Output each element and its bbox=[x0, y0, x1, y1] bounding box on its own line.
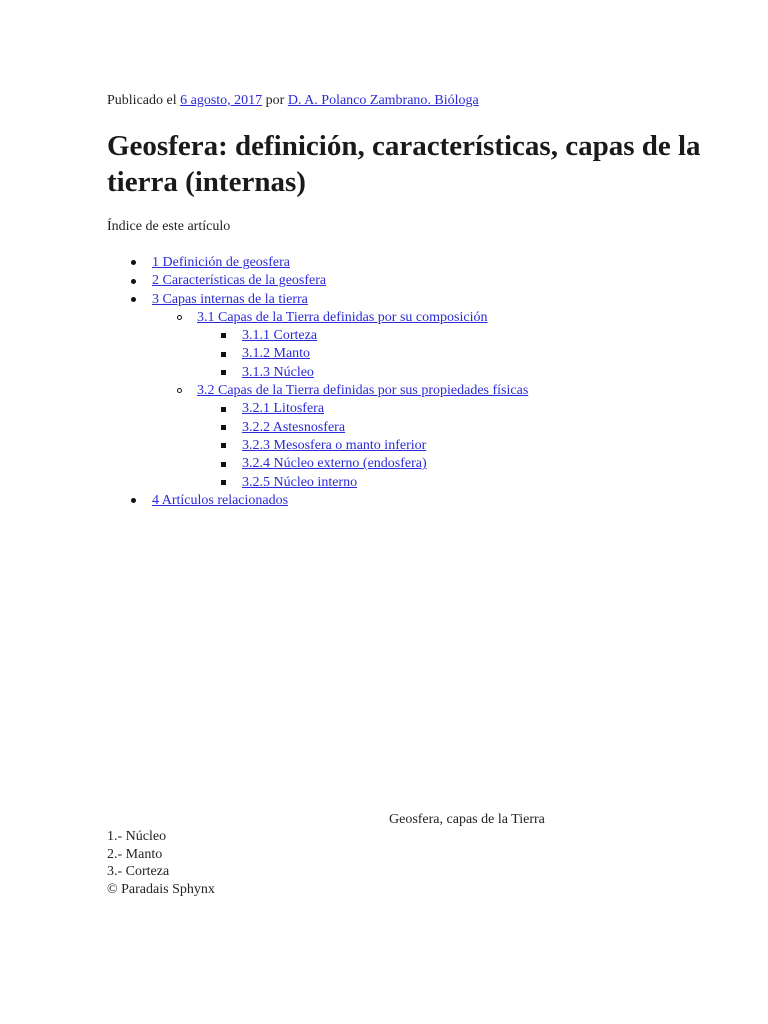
byline-prefix: Publicado el bbox=[107, 93, 177, 108]
image-credit: © Paradais Sphynx bbox=[107, 881, 215, 897]
toc-link-nucleo[interactable]: 3.1.3 Núcleo bbox=[242, 364, 314, 380]
square-bullet-icon bbox=[217, 437, 229, 455]
square-bullet-icon bbox=[217, 364, 229, 382]
toc-link-astesnosfera[interactable]: 3.2.2 Astesnosfera bbox=[242, 419, 346, 435]
table-of-contents bbox=[107, 254, 528, 510]
bullet-icon bbox=[127, 254, 139, 272]
toc-item bbox=[107, 254, 528, 272]
toc-subsubitem bbox=[197, 400, 528, 418]
toc-link-nucleo-externo[interactable]: 3.2.4 Núcleo externo (endosfera) bbox=[242, 456, 427, 472]
toc-subsubitem bbox=[197, 437, 528, 455]
toc-subsubitem bbox=[197, 345, 528, 363]
toc-link-composicion[interactable]: 3.1 Capas de la Tierra definidas por su composición bbox=[197, 309, 488, 325]
toc-link-nucleo-interno[interactable]: 3.2.5 Núcleo interno bbox=[242, 474, 358, 490]
toc-subsublist bbox=[197, 327, 528, 382]
bullet-icon bbox=[127, 291, 139, 309]
toc-subitem bbox=[152, 309, 528, 382]
article-title: Geosfera: definición, características, capas de la tierra (internas) bbox=[107, 130, 701, 198]
toc-list bbox=[107, 254, 528, 510]
post-date-link[interactable]: 6 agosto, 2017 bbox=[180, 93, 263, 108]
bullet-icon bbox=[127, 492, 139, 510]
byline-by: por bbox=[265, 93, 285, 108]
author-link[interactable]: D. A. Polanco Zambrano. Bióloga bbox=[287, 93, 479, 108]
toc-subitem bbox=[152, 382, 528, 492]
figure-legend bbox=[107, 828, 215, 898]
toc-link-caracteristicas[interactable]: 2 Características de la geosfera bbox=[152, 273, 327, 289]
toc-link-capas-internas[interactable]: 3 Capas internas de la tierra bbox=[152, 291, 308, 307]
square-bullet-icon bbox=[217, 474, 229, 492]
circle-bullet-icon bbox=[173, 382, 185, 400]
toc-link-mesosfera[interactable]: 3.2.3 Mesosfera o manto inferior bbox=[242, 437, 427, 453]
toc-subsubitem bbox=[197, 474, 528, 492]
bullet-icon bbox=[127, 272, 139, 290]
toc-item bbox=[107, 492, 528, 510]
byline bbox=[107, 92, 479, 110]
toc-link-articulos-relacionados[interactable]: 4 Artículos relacionados bbox=[152, 492, 289, 508]
toc-item bbox=[107, 291, 528, 492]
toc-link-definicion[interactable]: 1 Definición de geosfera bbox=[152, 255, 290, 270]
legend-item-nucleo: 1.- Núcleo bbox=[107, 829, 167, 844]
toc-subsubitem bbox=[197, 419, 528, 437]
square-bullet-icon bbox=[217, 345, 229, 363]
toc-subsubitem bbox=[197, 364, 528, 382]
toc-link-corteza[interactable]: 3.1.1 Corteza bbox=[242, 328, 318, 344]
toc-subsubitem bbox=[197, 455, 528, 473]
toc-link-litosfera[interactable]: 3.2.1 Litosfera bbox=[242, 401, 325, 417]
toc-item bbox=[107, 272, 528, 290]
legend-item-manto: 2.- Manto bbox=[107, 846, 163, 862]
square-bullet-icon bbox=[217, 455, 229, 473]
toc-subsubitem bbox=[197, 327, 528, 345]
square-bullet-icon bbox=[217, 327, 229, 345]
square-bullet-icon bbox=[217, 419, 229, 437]
toc-heading: Índice de este artículo bbox=[107, 219, 231, 234]
toc-link-manto[interactable]: 3.1.2 Manto bbox=[242, 346, 311, 362]
legend-item-corteza: 3.- Corteza bbox=[107, 864, 170, 879]
toc-subsublist bbox=[197, 400, 528, 491]
toc-sublist bbox=[152, 309, 528, 492]
toc-link-propiedades-fisicas[interactable]: 3.2 Capas de la Tierra definidas por sus propiedades físicas bbox=[197, 383, 529, 399]
square-bullet-icon bbox=[217, 400, 229, 418]
figure-caption: Geosfera, capas de la Tierra bbox=[389, 812, 545, 827]
circle-bullet-icon bbox=[173, 309, 185, 327]
